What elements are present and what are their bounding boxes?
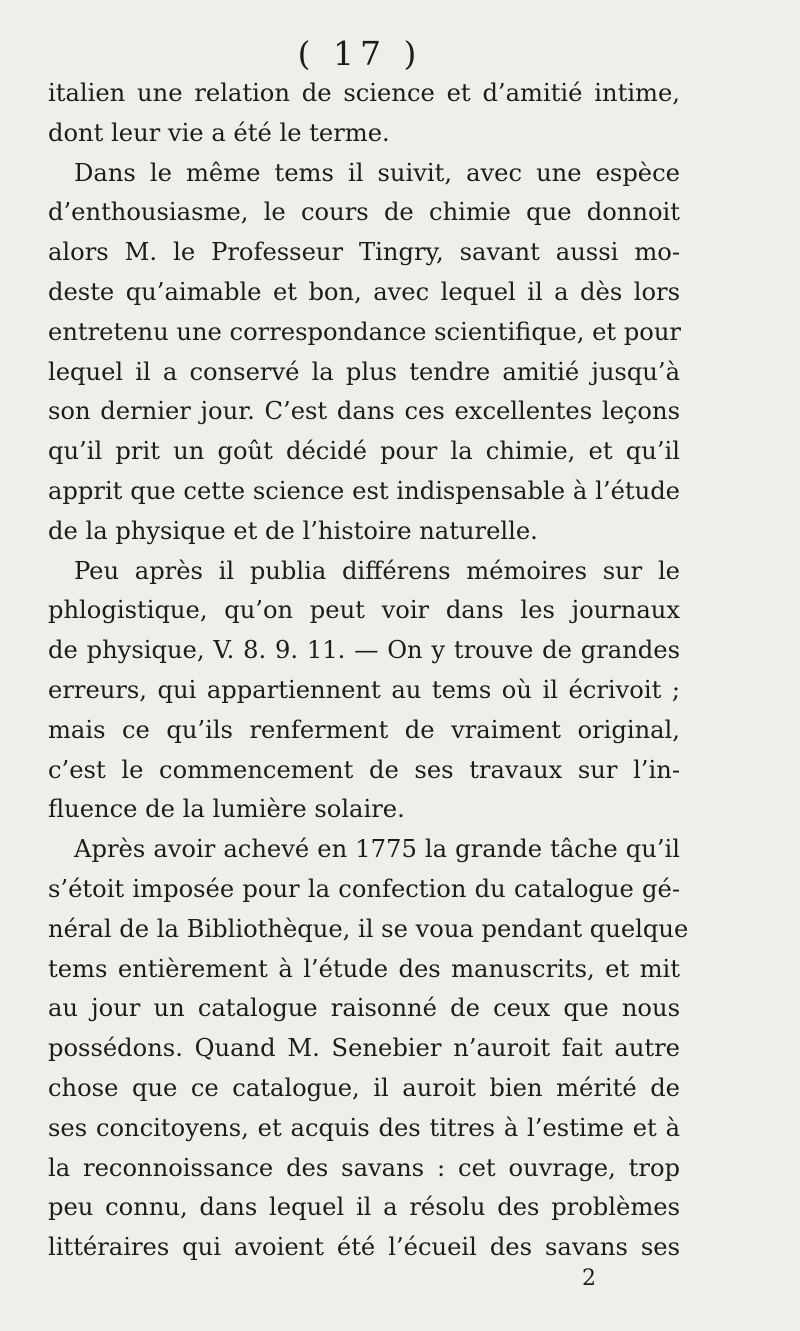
- text-line: dont leur vie a été le terme.: [48, 118, 390, 147]
- text-line: erreurs, qui appartiennent au tems où il écrivoit ;: [48, 675, 680, 704]
- text-line: Après avoir achevé en 1775 la grande tâche qu’il: [74, 835, 680, 864]
- signature-mark: 2: [582, 1266, 596, 1291]
- text-line: au jour un catalogue raisonné de ceux que nous: [48, 994, 680, 1023]
- text-line: phlogistique, qu’on peut voir dans les journaux: [48, 596, 680, 625]
- text-line: littéraires qui avoient été l’écueil des savans ses: [48, 1233, 680, 1262]
- text-line: qu’il prit un goût décidé pour la chimie, et qu’il: [48, 437, 680, 466]
- text-line: c’est le commencement de ses travaux sur l’in-: [48, 755, 680, 784]
- text-line: fluence de la lumière solaire.: [48, 795, 405, 824]
- text-line: d’enthousiasme, le cours de chimie que donnoit: [48, 198, 680, 227]
- text-line: son dernier jour. C’est dans ces excellentes leçons: [48, 397, 680, 426]
- text-line: deste qu’aimable et bon, avec lequel il a dès lors: [48, 277, 680, 306]
- text-line: italien une relation de science et d’amitié intime,: [48, 79, 680, 107]
- text-line: Peu après il publia différens mémoires sur le: [74, 556, 680, 585]
- text-line: possédons. Quand M. Senebier n’auroit fait autre: [48, 1034, 680, 1063]
- text-line: apprit que cette science est indispensable à l’étude: [48, 476, 680, 505]
- text-line: chose que ce catalogue, il auroit bien mérité de: [48, 1073, 680, 1102]
- text-line: de physique, V. 8. 9. 11. — On y trouve de grandes: [48, 636, 680, 665]
- text-line: lequel il a conservé la plus tendre amitié jusqu’à: [48, 357, 680, 386]
- body-text: [48, 74, 689, 1268]
- text-line: la reconnoissance des savans : cet ouvrage, trop: [48, 1153, 680, 1182]
- text-line: Dans le même tems il suivit, avec une espèce: [74, 158, 680, 187]
- text-line: peu connu, dans lequel il a résolu des problèmes: [48, 1193, 680, 1222]
- page-number: ( 17 ): [297, 34, 423, 73]
- text-line: entretenu une correspondance scientifique, et pour: [48, 317, 681, 346]
- text-line: alors M. le Professeur Tingry, savant aussi mo-: [48, 238, 680, 267]
- text-line: néral de la Bibliothèque, il se voua pendant quelque: [48, 914, 689, 943]
- text-line: mais ce qu’ils renferment de vraiment original,: [48, 715, 680, 744]
- text-line: tems entièrement à l’étude des manuscrits, et mit: [48, 954, 680, 983]
- text-line: s’étoit imposée pour la confection du catalogue gé-: [48, 874, 680, 903]
- text-line: de la physique et de l’histoire naturelle.: [48, 516, 538, 545]
- text-line: ses concitoyens, et acquis des titres à l’estime et à: [48, 1113, 680, 1142]
